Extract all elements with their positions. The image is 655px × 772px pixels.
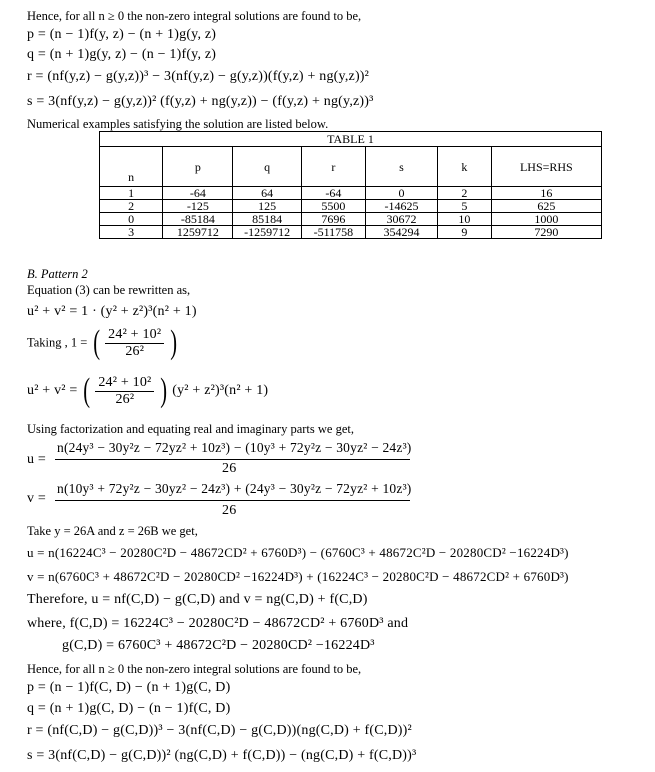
cell-r: 5500 [301,200,365,213]
v-numerator: n(10y³ + 72y²z − 30yz² − 24z³) + (24y³ − 30y²z − 72yz² + 10z³) [57,481,412,496]
cell-lhs-rhs: 16 [491,187,601,200]
u-fraction-bar [55,459,410,460]
taking-numerator: 24² + 10² [108,326,162,342]
solutions-table [99,131,602,239]
v-denominator: 26 [222,503,237,518]
cell-lhs-rhs: 7290 [491,226,601,239]
table-row [100,213,602,226]
equation-r-cd: r = (nf(C,D) − g(C,D))³ − 3(nf(C,D) − g(C,D))(ng(C,D) + f(C,D))² [27,723,412,738]
cell-k: 10 [437,213,491,226]
table-caption: TABLE 1 [100,132,602,147]
uv2-numerator: 24² + 10² [98,374,152,390]
u-lhs: u = [27,452,46,467]
cell-p: 1259712 [163,226,233,239]
equation-3-note: Equation (3) can be rewritten as, [27,283,191,297]
v-fraction-bar [55,500,410,501]
cell-k: 2 [437,187,491,200]
cell-r: 7696 [301,213,365,226]
cell-r: -511758 [301,226,365,239]
factorization-note: Using factorization and equating real and imaginary parts we get, [27,422,354,436]
header-k: k [437,147,491,187]
cell-n: 2 [100,200,163,213]
uv2-right: (y² + z²)³(n² + 1) [172,383,269,398]
where-line-g: g(C,D) = 6760C³ + 48672C²D − 20280CD² −16224D³ [62,638,375,653]
equation-q-yz: q = (n + 1)g(y, z) − (n − 1)f(y, z) [27,47,217,62]
equation-p-cd: p = (n − 1)f(C, D) − (n + 1)g(C, D) [27,680,231,695]
cell-r: -64 [301,187,365,200]
taking-denominator: 26² [105,343,164,360]
cell-n: 0 [100,213,163,226]
section-heading-pattern-2: B. Pattern 2 [27,267,88,281]
equation-s-yz: s = 3(nf(y,z) − g(y,z))² (f(y,z) + ng(y,z)) − (f(y,z) + ng(y,z))³ [27,94,374,109]
u-numerator: n(24y³ − 30y²z − 72yz² + 10z³) − (10y³ + 72y²z − 30yz² − 24z³) [57,440,412,455]
taking-label: Taking , 1 = [27,335,88,350]
table-caption-row [100,132,602,147]
taking-fraction [105,327,164,360]
cell-p: -125 [163,200,233,213]
table-header-row [100,147,602,187]
table-row [100,226,602,239]
left-paren-icon: ( [83,372,90,409]
intro-text-1: Hence, for all n ≥ 0 the non-zero integral solutions are found to be, [27,9,362,23]
uv2-left: u² + v² = [27,383,78,398]
header-p: p [163,147,233,187]
header-lhs-rhs: LHS=RHS [491,147,601,187]
right-paren-icon: ) [159,372,167,409]
header-s: s [366,147,438,187]
v-lhs: v = [27,491,46,506]
cell-q: 125 [233,200,301,213]
intro-text-2: Hence, for all n ≥ 0 the non-zero integral solutions are found to be, [27,662,362,676]
cell-n: 1 [100,187,163,200]
cell-lhs-rhs: 1000 [491,213,601,226]
header-q: q [233,147,301,187]
header-n: n [100,147,163,187]
right-paren-icon: ) [169,324,177,361]
cell-q: 64 [233,187,301,200]
equation-p-yz: p = (n − 1)f(y, z) − (n + 1)g(y, z) [27,27,217,42]
cell-k: 5 [437,200,491,213]
equation-uv-2 [27,374,268,408]
cell-s: 0 [366,187,438,200]
v-expanded: v = n(6760C³ + 48672C²D − 20280CD² −16224D³) + (16224C³ − 20280C²D − 48672CD² + 6760D³) [27,569,569,584]
equation-r-yz: r = (nf(y,z) − g(y,z))³ − 3(nf(y,z) − g(y,z))(f(y,z) + ng(y,z))² [27,69,370,84]
cell-s: -14625 [366,200,438,213]
u-expanded: u = n(16224C³ − 20280C²D − 48672CD² + 6760D³) − (6760C³ + 48672C²D − 20280CD² −16224D³) [27,545,569,560]
cell-lhs-rhs: 625 [491,200,601,213]
cell-k: 9 [437,226,491,239]
equation-s-cd: s = 3(nf(C,D) − g(C,D))² (ng(C,D) + f(C,D)) − (ng(C,D) + f(C,D))³ [27,748,417,763]
header-r: r [301,147,365,187]
table-row [100,187,602,200]
table-row [100,200,602,213]
cell-q: -1259712 [233,226,301,239]
numerical-note: Numerical examples satisfying the solution are listed below. [27,117,329,131]
cell-p: -85184 [163,213,233,226]
therefore-line: Therefore, u = nf(C,D) − g(C,D) and v = ng(C,D) + f(C,D) [27,592,368,607]
taking-equation [27,326,179,360]
take-note: Take y = 26A and z = 26B we get, [27,524,198,538]
equation-q-cd: q = (n + 1)g(C, D) − (n − 1)f(C, D) [27,701,231,716]
uv2-denominator: 26² [95,391,154,408]
cell-q: 85184 [233,213,301,226]
cell-n: 3 [100,226,163,239]
cell-s: 30672 [366,213,438,226]
uv2-fraction [95,375,154,408]
u-denominator: 26 [222,461,237,476]
cell-p: -64 [163,187,233,200]
cell-s: 354294 [366,226,438,239]
left-paren-icon: ( [92,324,100,361]
equation-uv-1: u² + v² = 1 · (y² + z²)³(n² + 1) [27,304,197,319]
where-line-f: where, f(C,D) = 16224C³ − 20280C²D − 48672CD² + 6760D³ and [27,616,409,631]
